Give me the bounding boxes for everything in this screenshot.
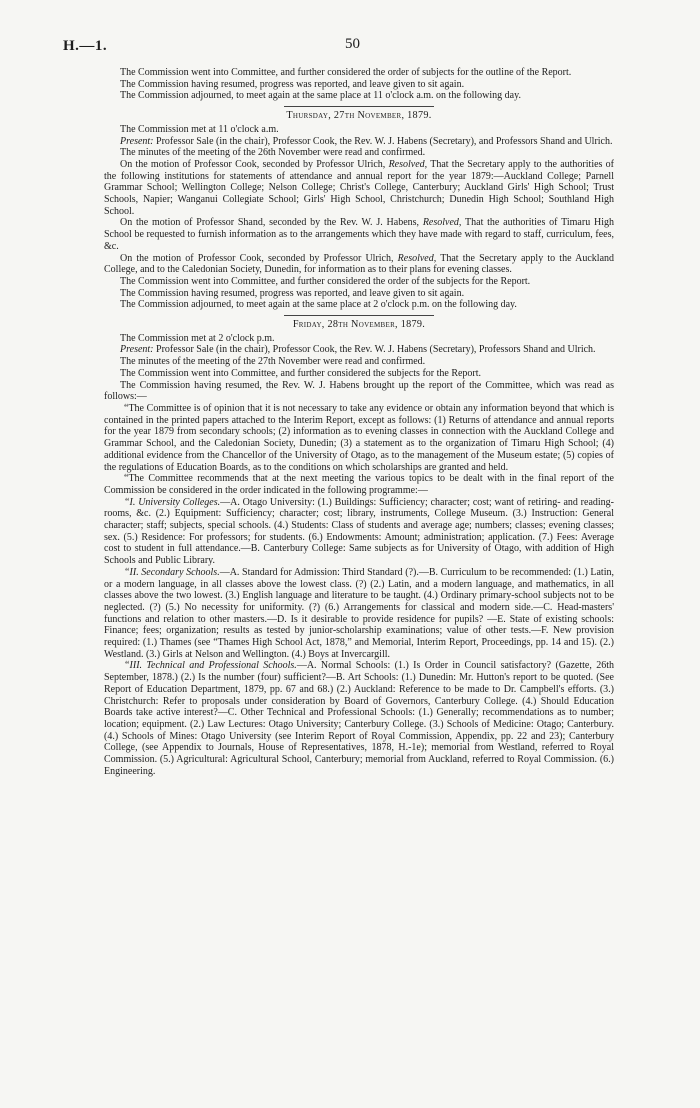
present-label: Present:: [120, 135, 154, 147]
programme-heading: “III. Technical and Professional Schools.: [124, 660, 297, 672]
motion-text: On the motion of Professor Shand, seconded by the Rev. W. J. Habens,: [120, 217, 423, 229]
paragraph: The Commission met at 2 o'clock p.m.: [120, 332, 275, 344]
section-divider: [284, 106, 434, 107]
motion-text: That the Secretary apply to the authorities of the following institutions for statements of attendance and annual report for the year 1879:—Auckland College; Parnell Grammar School; Wellington College; Nelson College; Christ's College, Canterbury; Auckland Girls' High School; Trust Schools, Napier; Wanganui Collegiate School; Girls' High School, Christchurch; Dunedin High School; Southland High School.: [104, 158, 615, 217]
motion-text: On the motion of Professor Cook, seconded by Professor Ulrich,: [120, 158, 389, 170]
motion-paragraph: [104, 253, 614, 276]
motion-text: On the motion of Professor Cook, seconded by Professor Ulrich,: [120, 252, 398, 264]
resolved-label: Resolved,: [388, 158, 428, 170]
programme-text: —A. Standard for Admission: Third Standard (?).—B. Curriculum to be recommended: (1.) Latin, or a modern language, in all classes above the lowest class. (?) (2.) Latin, and a modern language, and mathematics, in all classes above the two lowest. (3.) English language and literature to be taught. (4.) Ordinary primary-school subjects not to be neglected. (?) (5.) No necessity for uniformity. (?) (6.) Arrangements for classical and modern side.—C. Head-masters' functions and relation to other masters.—D. Is it desirable to provide residence for pupils? —E. State of existing schools: Finance; fees; organization; results as tested by junior-scholarship examinations; value of other tests.—F. New provision required: (1.) Thames (see “Thames High School Act, 1878,” and Memorial, Interim Report, Proceedings, pp. 14 and 15). (2.) Westland. (3.) Girls at Nelson and Wellington. (4.) Boys at Invercargill.: [104, 566, 614, 660]
attendance-paragraph: [104, 136, 614, 148]
programme-heading: “I. University Colleges.: [124, 496, 221, 508]
resolved-label: Resolved,: [422, 217, 462, 229]
motion-paragraph: [104, 159, 614, 218]
programme-text: —A. Otago University: (1.) Buildings: Sufficiency; character; cost; want of retiring- and reading-rooms, &c. (2.) Equipment: Sufficiency; character; cost; library, instruments, College Museum. (3.) Instruction: General character; staff; subjects, special schools. (4.) Students: Class of students and average age; numbers; classes; evening classes; sex. (5.) Residence: For professors; for students. (6.) Endowments: Amount; administration; application. (7.) Fees: Average cost to student in full attendance.—B. Canterbury College: Same subjects as for University of Otago, with addition of High Schools and Public Library.: [104, 496, 614, 567]
page-number: 50: [345, 36, 360, 52]
programme-item: [104, 567, 614, 661]
paragraph: The minutes of the meeting of the 27th November were read and confirmed.: [120, 356, 426, 368]
motion-text: That the authorities of Timaru High School be requested to furnish information as to the arrangements which they have made with regard to staff, curriculum, fees, &c.: [104, 217, 614, 252]
paragraph: The Commission adjourned, to meet again at the same place at 11 o'clock a.m. on the following day.: [120, 90, 521, 102]
present-text: Professor Sale (in the chair), Professor Cook, the Rev. W. J. Habens (Secretary), and Professors Shand and Ulrich.: [153, 135, 613, 147]
paragraph: The Commission went into Committee, and further considered the order of subjects for the outline of the Report.: [120, 67, 572, 78]
motion-paragraph: [104, 217, 614, 252]
paragraph: The Commission having resumed, the Rev. W. J. Habens brought up the report of the Committee, which was read as follows:—: [104, 379, 614, 403]
meeting-date: Friday, 28th November, 1879.: [292, 319, 426, 331]
paragraph: The minutes of the meeting of the 26th November were read and confirmed.: [120, 147, 426, 159]
meeting-date: Thursday, 27th November, 1879.: [286, 110, 432, 122]
paragraph: The Commission met at 11 o'clock a.m.: [120, 123, 279, 135]
programme-item: [104, 497, 614, 567]
present-text: Professor Sale (in the chair), Professor Cook, the Rev. W. J. Habens (Secretary), Professors Shand and Ulrich.: [153, 344, 596, 356]
paragraph: The Commission having resumed, progress was reported, and leave given to sit again.: [120, 78, 465, 90]
report-quote: “The Committee recommends that at the next meeting the various topics to be dealt with in the final report of the Commission be considered in the order indicated in the following programme:—: [104, 473, 614, 496]
present-label: Present:: [120, 344, 154, 356]
section-divider: [284, 315, 434, 316]
programme-text: —A. Normal Schools: (1.) Is Order in Council satisfactory? (Gazette, 26th September, 1878.) (2.) Is the number (four) sufficient?—B. Art Schools: (1.) Dunedin: Mr. Hutton's report to be quoted. (See Report of Education Department, 1879, pp. 67 and 68.) (2.) Auckland: Reference to be made to Dr. Campbell's efforts. (3.) Christchurch: Refer to proposals under consideration by Board of Governors, Canterbury College. (4.) Should Education Boards take active interest?—C. Other Technical and Professional Schools: (1.) Generally; recommendations as to number; location; equipment. (2.) Law Lectures: Otago University; Canterbury College. (3.) Schools of Medicine: Otago; Canterbury. (4.) Schools of Mines: Otago University (see Interim Report of Royal Commission, Appendix, pp. 22 and 23); Canterbury College, (see Appendix to Journals, House of Representatives, 1878, H.-1e); memorial from Westland, referred to Royal Commission. (5.) Agricultural: Agricultural School, Canterbury; memorial from Auckland, referred to Royal Commission. (6.) Engineering.: [104, 660, 614, 777]
paragraph: The Commission having resumed, progress was reported, and leave given to sit again.: [120, 287, 465, 299]
attendance-paragraph: [104, 344, 614, 356]
paragraph: The Commission adjourned, to meet again at the same place at 2 o'clock p.m. on the following day.: [120, 299, 517, 311]
programme-item: [104, 660, 614, 777]
document-code: H.—1.: [63, 38, 108, 54]
motion-text: That the Secretary apply to the Auckland College, and to the Caledonian Society, Dunedin, for information as to their plans for evening classes.: [104, 252, 615, 276]
paragraph: The Commission went into Committee, and further considered the order of the subjects for the Report.: [120, 275, 531, 287]
document-body: [104, 67, 614, 777]
paragraph: The Commission went into Committee, and further considered the subjects for the Report.: [120, 367, 482, 379]
programme-heading: “II. Secondary Schools.: [124, 566, 220, 578]
resolved-label: Resolved,: [397, 252, 437, 264]
report-quote: “The Committee is of opinion that it is not necessary to take any evidence or obtain any information beyond that which is contained in the printed papers attached to the Interim Report, except as follows: (1) Returns of attendance and annual reports for the year 1879 from secondary schools; (2) information as to evening classes in connection with the Auckland College and Grammar School, and the Caledonian Society, Dunedin; (3) a statement as to the organization of Timaru High School; (4) additional evidence from the Chancellor of the University of Otago, as to the management of the Museum estate; (5) copies of the regulations of Education Boards, as to the conditions on which scholarships are granted and held.: [104, 402, 614, 473]
